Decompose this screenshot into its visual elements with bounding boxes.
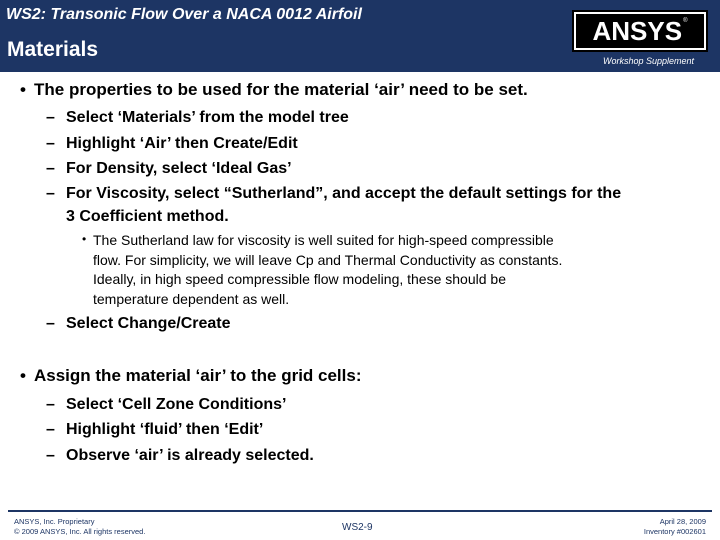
list-item-change-create — [46, 312, 231, 335]
note-line: flow. For simplicity, we will leave Cp and Thermal Conductivity as constants. — [93, 251, 563, 268]
dash-marker: – — [46, 135, 55, 152]
note-line: temperature dependent as well. — [93, 290, 290, 307]
list-item-text: Select ‘Cell Zone Conditions’ — [66, 396, 287, 413]
list-item-text: Observe ‘air’ is already selected. — [66, 447, 314, 464]
list-item-density — [46, 157, 292, 180]
bullet-marker: • — [20, 80, 26, 99]
list-item-highlight-air — [46, 132, 298, 155]
sutherland-note — [82, 231, 562, 309]
bullet-assign-material — [20, 366, 362, 386]
bullet-text: Assign the material ‘air’ to the grid cells: — [34, 366, 362, 385]
footer-copyright — [14, 517, 145, 537]
bullet-text: The properties to be used for the material ‘air’ need to be set. — [34, 80, 528, 99]
footer-rights: © 2009 ANSYS, Inc. All rights reserved. — [14, 527, 146, 536]
list-item-text: Highlight ‘Air’ then Create/Edit — [66, 135, 298, 152]
section-title: Materials — [7, 38, 99, 61]
slide-number: WS2-9 — [342, 522, 373, 533]
dash-marker: – — [46, 447, 55, 464]
list-item-text: Select ‘Materials’ from the model tree — [66, 109, 349, 126]
footer-date: April 28, 2009 — [659, 517, 706, 526]
note-line: Ideally, in high speed compressible flow modeling, these should be — [93, 271, 506, 287]
logo-text: ANSYS — [592, 16, 683, 46]
ansys-logo — [572, 10, 708, 52]
footer-inventory: Inventory #002601 — [643, 527, 706, 536]
bullet-marker: • — [20, 366, 26, 385]
list-item-text: For Viscosity, select “Sutherland”, and accept the default settings for the — [66, 185, 622, 202]
list-item-text-continued: 3 Coefficient method. — [66, 208, 229, 225]
dash-marker: – — [46, 421, 55, 438]
list-item-text: Select Change/Create — [66, 315, 231, 332]
note-line: The Sutherland law for viscosity is well suited for high-speed compressible — [93, 232, 554, 248]
list-item-select-materials — [46, 106, 349, 129]
list-item-text: For Density, select ‘Ideal Gas’ — [66, 160, 292, 177]
slide-header — [0, 0, 720, 72]
list-item-viscosity — [46, 182, 621, 228]
dash-marker: – — [46, 315, 55, 332]
document-title: WS2: Transonic Flow Over a NACA 0012 Airfoil — [6, 6, 362, 23]
list-item-observe-air — [46, 444, 314, 467]
footer-proprietary: ANSYS, Inc. Proprietary — [14, 517, 95, 526]
slide-footer — [0, 510, 720, 540]
dash-marker: – — [46, 185, 55, 202]
sub-bullet-marker: • — [82, 232, 87, 246]
registered-mark: ® — [683, 18, 688, 24]
footer-date-inventory — [644, 517, 706, 537]
bullet-material-properties — [20, 80, 528, 100]
list-item-cell-zone-conditions — [46, 393, 286, 416]
dash-marker: – — [46, 109, 55, 126]
list-item-text: Highlight ‘fluid’ then ‘Edit’ — [66, 421, 264, 438]
dash-marker: – — [46, 396, 55, 413]
logo-panel — [576, 14, 704, 48]
workshop-supplement-label: Workshop Supplement — [602, 56, 694, 66]
list-item-highlight-fluid — [46, 418, 263, 441]
dash-marker: – — [46, 160, 55, 177]
footer-divider — [8, 510, 712, 512]
